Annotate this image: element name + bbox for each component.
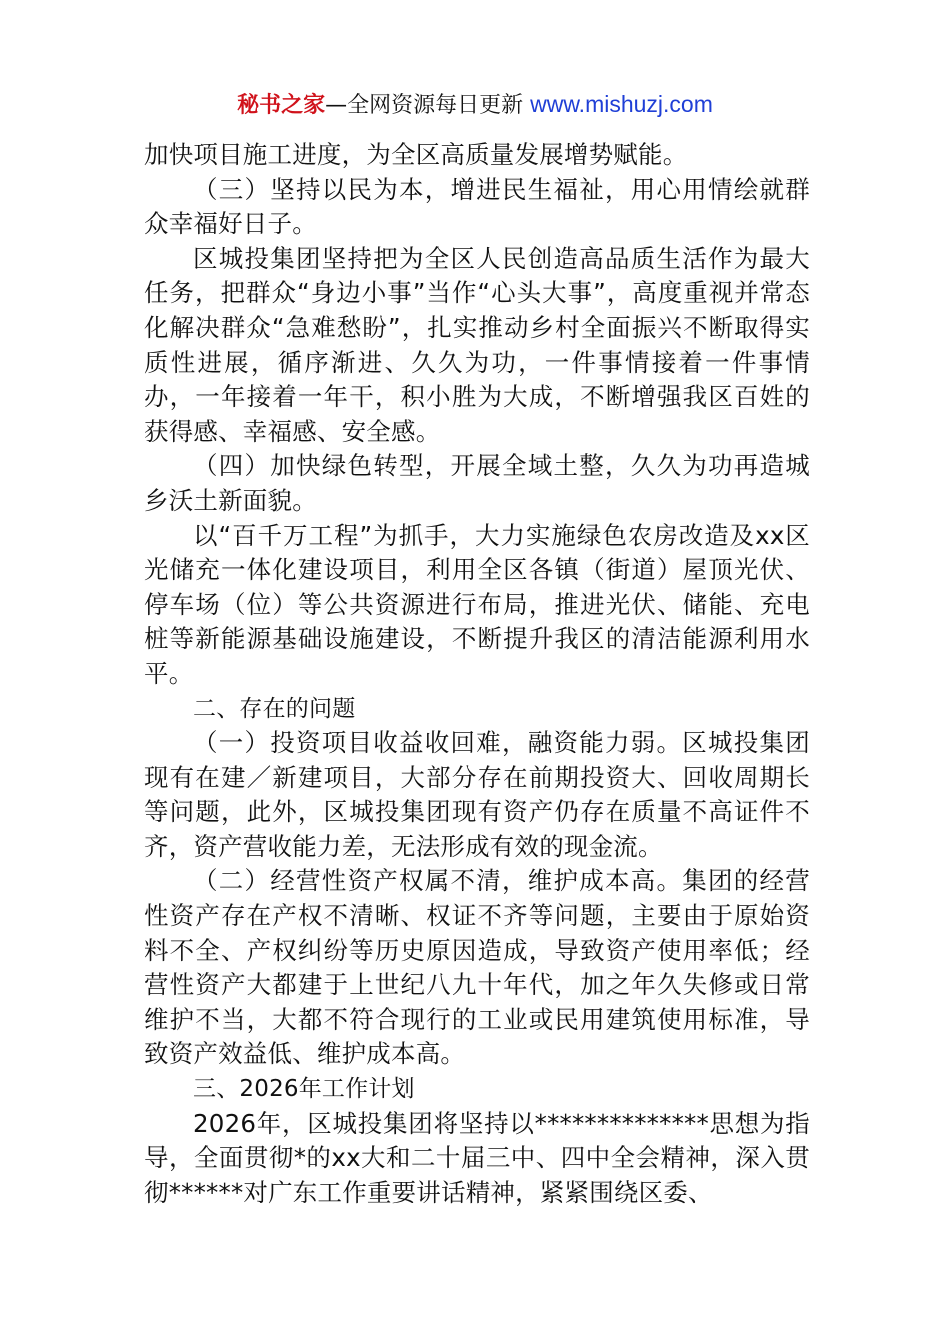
paragraph: 2026年，区城投集团将坚持以**************思想为指导，全面贯彻*的xx大和二十届三中、四中全会精神，深入贯彻******对广东工作重要讲话精神，紧紧围绕区委、 (144, 1108, 810, 1207)
site-brand: 秘书之家 (237, 93, 326, 118)
section-title: （四）加快绿色转型，开展全域土整，久久为功再造城乡沃土新面貌。 (144, 451, 810, 515)
site-url-link[interactable]: www.mishuzj.com (530, 91, 713, 117)
paragraph: 区城投集团坚持把为全区人民创造高品质生活作为最大任务，把群众“身边小事”当作“心头大事”，高度重视并常态化解决群众“急难愁盼”，扎实推动乡村全面振兴不断取得实质性进展，循序渐进、久久为功，一件事情接着一件事情办，一年接着一年干，积小胜为大成，不断增强我区百姓的获得感、幸福感、安全感。 (144, 243, 810, 446)
document-body (144, 138, 810, 1210)
chapter-heading: 二、存在的问题 (193, 695, 356, 722)
site-header (0, 88, 950, 122)
paragraph: 以“百千万工程”为抓手，大力实施绿色农房改造及xx区光储充一体化建设项目，利用全区各镇（街道）屋顶光伏、停车场（位）等公共资源进行布局，推进光伏、储能、充电桩等新能源基础设施建设，不断提升我区的清洁能源利用水平。 (144, 520, 810, 688)
chapter-heading: 三、2026年工作计划 (193, 1076, 415, 1103)
paragraph: 加快项目施工进度，为全区高质量发展增势赋能。 (144, 140, 688, 169)
site-tagline: —全网资源每日更新 (325, 93, 531, 118)
section-title: （三）坚持以民为本，增进民生福祉，用心用情绘就群众幸福好日子。 (144, 174, 810, 239)
paragraph: （二）经营性资产权属不清，维护成本高。集团的经营性资产存在产权不清晰、权证不齐等问题，主要由于原始资料不全、产权纠纷等历史原因造成，导致资产使用率低；经营性资产大都建于上世纪八九十年代，加之年久失修或日常维护不当，大都不符合现行的工业或民用建筑使用标准，导致资产效益低、维护成本高。 (144, 866, 810, 1069)
paragraph: （一）投资项目收益收回难，融资能力弱。区城投集团现有在建／新建项目，大部分存在前期投资大、回收周期长等问题，此外，区城投集团现有资产仍存在质量不高证件不齐，资产营收能力差，无法形成有效的现金流。 (144, 728, 810, 861)
